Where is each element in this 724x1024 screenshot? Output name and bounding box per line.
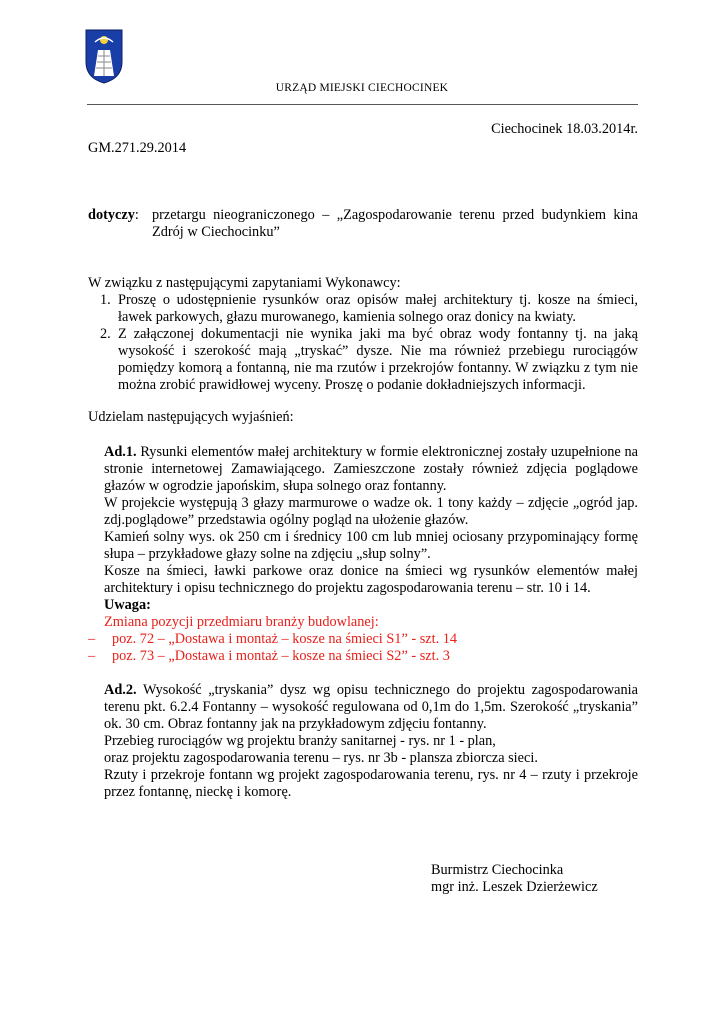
answer-2-paragraph: oraz projektu zagospodarowania terenu – rys. nr 3b - plansza zbiorcza sieci. [104, 750, 538, 766]
answer-1-paragraph: Ad.1. Rysunki elementów małej architektury w formie elektronicznej zostały uzupełnione na stronie internetowej Zamawiającego. Zamieszczone zostały również zdjęcia poglądowe głazów w ogrodzie japońskim, słupa solnego oraz fontanny. [104, 444, 639, 494]
answer-1 [88, 444, 639, 665]
questions-list [88, 292, 638, 394]
subject-label: dotyczy: [88, 207, 139, 223]
list-item [88, 292, 638, 326]
office-name: URZĄD MIEJSKI CIECHOCINEK [275, 82, 449, 94]
answer-2-label: Ad.2. [104, 682, 137, 698]
change-item: – poz. 73 – „Dostawa i montaż – kosze na śmieci S2” - szt. 3 [88, 648, 450, 664]
answer-1-paragraph: W projekcie występują 3 głazy marmurowe o wadze ok. 1 tony każdy – zdjęcie „ogród jap. zdj.poglądowe” przedstawia ogólny pogląd na ułożenie głazów. [104, 495, 638, 528]
answer-1-label: Ad.1. [104, 444, 137, 460]
date-line: Ciechocinek 18.03.2014r. [491, 121, 638, 137]
signature-block [431, 862, 598, 896]
list-item-number: 1. [100, 292, 111, 308]
list-item-text: Z załączonej dokumentacji nie wynika jaki ma być obraz wody fontanny tj. na jaką wysokość i szerokość mają „tryskać” dysze. Nie ma również przebiegu rurociągów pomiędzy komorą a fontanną, nie ma rzutów i przekrojów fontanny. W związku z tym nie można zrobić prawidłowej wyceny. Proszę o podanie dokładniejszych informacji. [118, 326, 638, 393]
subject-block [88, 207, 638, 241]
change-item: – poz. 72 – „Dostawa i montaż – kosze na śmieci S1” - szt. 14 [88, 631, 458, 647]
list-item-number: 2. [100, 326, 111, 342]
list-item [88, 326, 638, 394]
subject-text: przetargu nieograniczonego – „Zagospodarowanie terenu przed budynkiem kina Zdrój w Ciechocinku” [152, 207, 638, 240]
signature-name: mgr inż. Leszek Dzierżewicz [431, 879, 598, 895]
explanation-intro: Udzielam następujących wyjaśnień: [88, 409, 294, 425]
coat-of-arms-icon [84, 28, 124, 84]
intro-text: W związku z następującymi zapytaniami Wykonawcy: [88, 275, 401, 291]
list-item-text: Proszę o udostępnienie rysunków oraz opisów małej architektury tj. kosze na śmieci, ławek parkowych, głazu murowanego, kamienia solnego oraz donicy na kwiaty. [118, 292, 638, 325]
answer-2-paragraph: Ad.2. Wysokość „tryskania” dysz wg opisu technicznego do projektu zagospodarowania terenu pkt. 6.2.4 Fontanny – wysokość regulowana od 0,1m do 1,5m. Szerokość „tryskania” ok. 30 cm. Obraz fontanny jak na przykładowym zdjęciu fontanny. [104, 682, 638, 732]
answer-2-paragraph: Przebieg rurociągów wg projektu branży sanitarnej - rys. nr 1 - plan, [104, 733, 496, 749]
reference-number: GM.271.29.2014 [88, 140, 187, 156]
answer-1-paragraph: Kamień solny wys. ok 250 cm i średnicy 100 cm lub mniej ociosany przypominający formę słupa – przykładowe głazy solne na zdjęciu „słup solny”. [104, 529, 638, 562]
signature-title: Burmistrz Ciechocinka [431, 862, 564, 878]
answer-2-paragraph: Rzuty i przekroje fontann wg projekt zagospodarowania terenu, rys. nr 4 – rzuty i przekroje przez fontannę, nieckę i komorę. [104, 767, 638, 800]
answer-1-paragraph: Kosze na śmieci, ławki parkowe oraz donice na śmieci wg rysunków elementów małej architektury i opisu technicznego do projektu zagospodarowania terenu – str. 10 i 14. [104, 563, 638, 596]
header-divider [87, 104, 638, 105]
note-label: Uwaga: [104, 597, 151, 613]
change-heading: Zmiana pozycji przedmiaru branży budowlanej: [104, 614, 379, 630]
answer-2 [104, 682, 638, 801]
